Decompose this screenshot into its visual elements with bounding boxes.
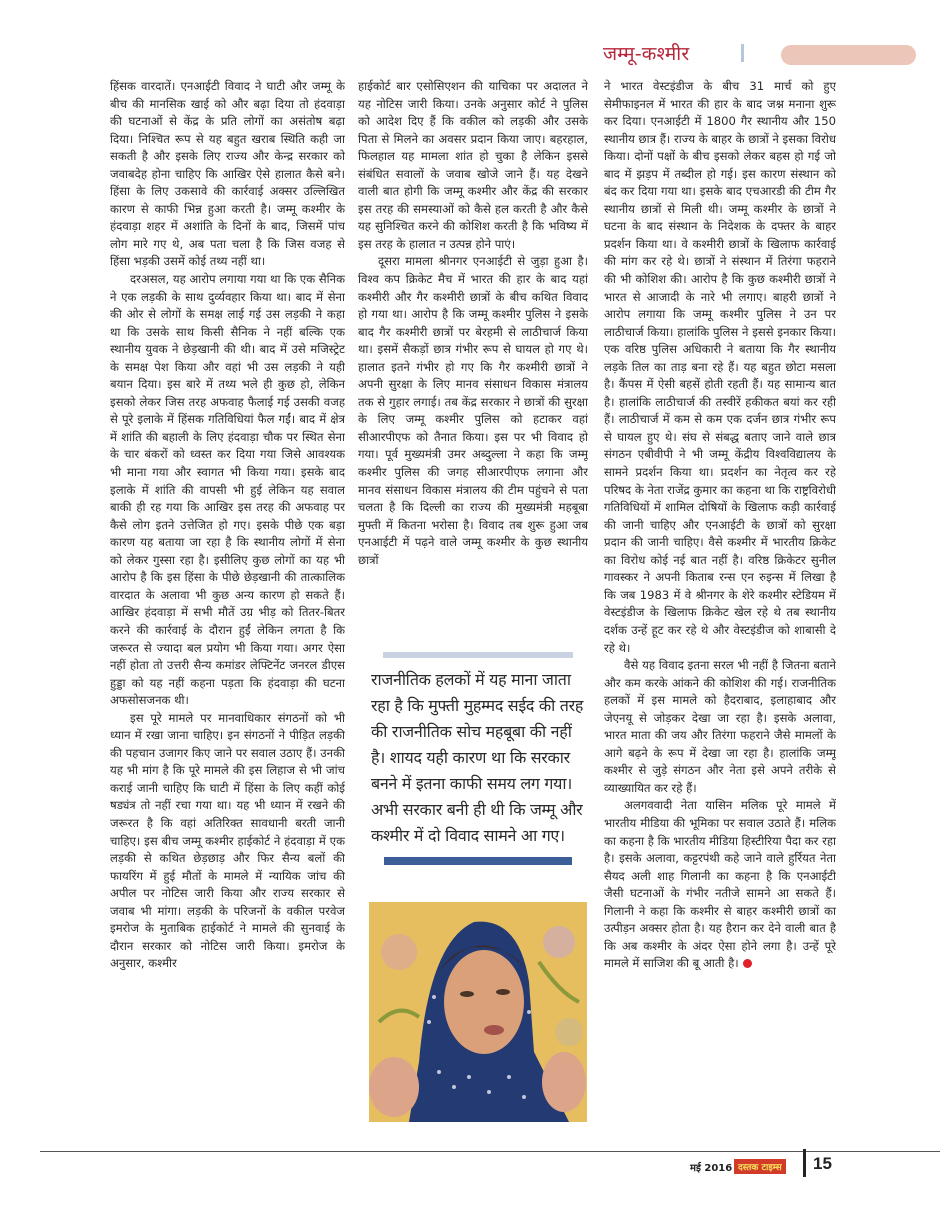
face [444,950,524,1054]
portrait-illustration [369,902,587,1122]
article-column-2 [358,78,588,638]
pullquote-box [369,652,587,865]
paragraph: ने भारत वेस्टइंडीज के बीच 31 मार्च को हुए सेमीफाइनल में भारत की हार के बाद जश्न मनाना शुरू कर दिया। एनआईटी में 1800 गैर स्थानीय और 150 स्थानीय छात्र हैं। राज्य के बाहर के छात्रों ने इसका विरोध किया। दोनों पक्षों के बीच इसको लेकर बहस हो गई जो बाद में झड़प में तब्दील हो गई। इस कारण संस्थान को बंद कर दिया गया था। इसके बाद एचआरडी की टीम गैर स्थानीय छात्रों से मिली थी। जम्मू कश्मीर के छात्रों ने घटना के बाद संस्थान के निदेशक के दफ्तर के बाहर प्रदर्शन किया था। वे कश्मीरी छात्रों के खिलाफ कार्रवाई की मांग कर रहे थे। छात्रों ने संस्थान में तिरंगा फहराने की भी कोशिश की। आरोप है कि कुछ कश्मीरी छात्रों ने भारत से आजादी के नारे भी लगाए। बाहरी छात्रों ने आरोप लगाया कि जम्मू कश्मीर पुलिस ने उन पर लाठीचार्ज किया। हालांकि पुलिस ने इससे इनकार किया। एक वरिष्ठ पुलिस अधिकारी ने बताया कि गैर स्थानीय लड़के तिल का ताड़ बना रहे हैं। यह बहुत छोटा मसला है। कैंपस में ऐसी बहसें होती रहती हैं। यह सामान्य बात है। हालांकि लाठीचार्ज की तस्वीरें हकीकत बयां कर रही हैं। लाठीचार्ज में कम से कम एक दर्जन छात्र गंभीर रूप से घायल हुए थे। संघ से संबद्ध बताए जाने वाले छात्र संगठन एबीवीपी ने भी जम्मू केंद्रीय विश्वविद्यालय के सामने प्रदर्शन किया था। प्रदर्शन का नेतृत्व कर रहे परिषद के नेता राजेंद्र कुमार का कहना था कि राष्ट्रविरोधी गतिविधियों में शामिल दोषियों के खिलाफ कड़ी कार्रवाई की जानी चाहिए और एनआईटी के छात्रों को सुरक्षा प्रदान की जानी चाहिए। वैसे कश्मीर में भारतीय क्रिकेट का विरोध कोई नई बात नहीं है। वरिष्ठ क्रिकेटर सुनील गावस्कर ने अपनी किताब रन्स एन रुइन्स में लिखा है कि जब 1983 में वे श्रीनगर के शेरे कश्मीर स्टेडियम में वेस्टइंडीज के खिलाफ क्रिकेट खेल रहे थे तब स्थानीय दर्शक उन्हें हूट कर रहे थे और वेस्टइंडीज को शाबासी दे रहे थे। [604,79,836,655]
paragraph: दूसरा मामला श्रीनगर एनआईटी से जुड़ा हुआ है। विश्व कप क्रिकेट मैच में भारत की हार के बाद यहां कश्मीरी और गैर कश्मीरी छात्रों के बीच कथित विवाद हो गया था। आरोप है कि जम्मू कश्मीर पुलिस ने इसके बाद गैर कश्मीरी छात्रों पर बेरहमी से लाठीचार्ज किया था। इसमें सैकड़ों छात्र गंभीर रूप से घायल हो गए थे। हालात इतने गंभीर हो गए कि गैर कश्मीरी छात्रों ने अपनी सुरक्षा के लिए मानव संसाधन विकास मंत्रालय तक से गुहार लगाई। तब केंद्र सरकार ने छात्रों की सुरक्षा के लिए जम्मू कश्मीर पुलिस को हटाकर वहां सीआरपीएफ को तैनात किया। इस पर भी विवाद हो गया। पूर्व मुख्यमंत्री उमर अब्दुल्ला ने कहा कि जम्मू कश्मीर पुलिस की जगह सीआरपीएफ लगाना और मानव संसाधन विकास मंत्रालय की टीम पहुंचने से पता चलता है कि दिल्ली का राज्य की मुख्यमंत्री महबूबा मुफ्ती में कितना भरोसा है। विवाद तब शुरू हुआ जब एनआईटी में पढ़ने वाले जम्मू कश्मीर के कुछ स्थानीय छात्रों [358,254,588,567]
eye [496,989,510,995]
eye [460,991,474,997]
background-flower [555,1018,583,1046]
hand-right [542,1052,586,1112]
footer-divider [803,1149,806,1177]
section-title: जम्मू-कश्मीर [603,43,690,65]
mouth [484,1025,504,1035]
portrait-photo [369,902,587,1122]
paragraph [604,797,836,972]
title-decoration-pill [781,45,916,65]
pullquote: राजनीतिक हलकों में यह माना जाता रहा है कि मुफ्ती मुहम्मद सईद की तरह की राजनीतिक सोच महबूबा की नहीं है। शायद यही कारण था कि सरकार बनने में इतना काफी समय लग गया। अभी सरकार बनी ही थी कि जम्मू और कश्मीर में दो विवाद सामने आ गए। [371,667,585,849]
paragraph: हिंसक वारदातें। एनआईटी विवाद ने घाटी और जम्मू के बीच की मानसिक खाई को और बढ़ा दिया तो हंदवाड़ा की घटनाओं से केंद्र के प्रति लोगों का असंतोष बढ़ा दिया। निश्चित रूप से यह बहुत खराब स्थिति कही जा सकती है और इसके लिए राज्य और केन्द्र सरकार को जवाबदेह होना चाहिए कि आखिर ऐसे हालात कैसे बने। हिंसा के लिए उकसावे की कार्रवाई अक्सर उल्लिखित कारण से काफी भिन्न हुआ करती है। जम्मू कश्मीर के हंदवाड़ा शहर में अशांति के दिनों के बाद, जिसमें पांच लोग मारे गए थे, अब पता चला है कि जिस वजह से हिंसा भड़की उसमें कोई तथ्य नहीं था। [110,79,345,269]
magazine-logo: दस्तक टाइम्स [734,1159,786,1174]
pullquote-top-rule [383,652,573,658]
background-flower [543,926,575,958]
article-column-3 [604,78,836,1138]
article-column-1 [110,78,345,1138]
pullquote-bottom-rule [384,857,572,865]
background-flower [381,934,417,970]
issue-date: मई 2016 [690,1163,733,1174]
paragraph-text: अलगववादी नेता यासिन मलिक पूरे मामले में भारतीय मीडिया की भूमिका पर सवाल उठाते हैं। मलिक का कहना है कि भारतीय मीडिया हिस्टीरिया पैदा कर रहा है। इसके अलावा, कट्टरपंथी कहे जाने वाले हुर्रियत नेता सैयद अली शाह गिलानी का कहना है कि एनआईटी जैसी घटनाओं के गंभीर नतीजे सामने आ सकते हैं। गिलानी ने कहा कि कश्मीर से बाहर कश्मीरी छात्रों का उत्पीड़न अक्सर होता है। यह हैरान कर देने वाली बात है कि अब कश्मीर के अंदर ऐसा होने लगा है। उन्हें पूरे मामले में साजिश की बू आती है। [604,798,836,971]
paragraph: इस पूरे मामले पर मानवाधिकार संगठनों को भी ध्यान में रखा जाना चाहिए। इन संगठनों ने पीड़ित लड़की की पहचान उजागर किए जाने पर सवाल उठाए हैं। उनकी यह भी मांग है कि पूरे मामले की इस लिहाज से भी जांच कराई जानी चाहिए कि घाटी में हिंसा के लिए कहीं कोई षड्यंत्र तो नहीं रचा गया था। यह भी ध्यान में रखने की जरूरत है कि वहां अतिरिक्त सावधानी बरती जानी चाहिए। इस बीच जम्मू कश्मीर हाईकोर्ट ने हंदवाड़ा में एक लड़की से कथित छेड़छाड़ और फिर सैन्य बलों की फायरिंग में हुई मौतों के मामले में न्यायिक जांच की अपील पर नोटिस जारी किया और राज्य सरकार से जवाब भी मांगा। लड़की के परिजनों के वकील परवेज इमरोज के मुताबिक हाईकोर्ट ने मामले की सुनवाई के दौरान सरकार को नोटिस जारी किया। इमरोज के अनुसार, कश्मीर [110,710,345,971]
title-divider [741,44,744,62]
paragraph: हाईकोर्ट बार एसोसिएशन की याचिका पर अदालत ने यह नोटिस जारी किया। उनके अनुसार कोर्ट ने पुलिस को आदेश दिए हैं कि वकील को लड़की और उसके पिता से मिलने का अवसर प्रदान किया जाए। बहरहाल, फिलहाल यह मामला शांत हो चुका है लेकिन इससे संबंधित सवालों के जवाब खोजे जाने हैं। यह देखने वाली बात होगी कि जम्मू कश्मीर और केंद्र की सरकार इस तरह की समस्याओं को कैसे हल करती है और कैसे यह सुनिश्चित करने की कोशिश करती है कि भविष्य में इस तरह के हालात न उत्पन्न होने पाएं। [358,79,588,251]
hand-left [369,1057,419,1117]
paragraph: वैसे यह विवाद इतना सरल भी नहीं है जितना बताने और कम करके आंकने की कोशिश की गई। राजनीतिक हलकों में इस मामले को हैदराबाद, इलाहाबाद और जेएनयू से जोड़कर देखा जा रहा है। इसके अलावा, भारत माता की जय और तिरंगा फहराने जैसे मामलों के आगे बढ़ने के रूप में देखा जा रहा है। हालांकि जम्मू कश्मीर से जुड़े संगठन और नेता इसे अपने तरीके से व्याख्यायित कर रहे हैं। [604,658,836,795]
page-number: 15 [813,1154,832,1173]
paragraph: दरअसल, यह आरोप लगाया गया था कि एक सैनिक ने एक लड़की के साथ दुर्व्यवहार किया था। बाद में सेना की ओर से लोगों के समक्ष लाई गई उस लड़की ने कहा था कि उसके साथ किसी सैनिक ने नहीं बल्कि एक स्थानीय युवक ने छेड़खानी की थी। बाद में उसे मजिस्ट्रेट के समक्ष पेश किया और वहां भी उस लड़की ने यही बयान दिया। इस बारे में तथ्य भले ही कुछ हो, लेकिन इसको लेकर जिस तरह अफवाह फैलाई गई उसकी वजह से पूरे इलाके में हिंसक गतिविधियां फैल गईं। बाद में क्षेत्र में शांति की बहाली के लिए हंदवाड़ा चौक पर स्थित सेना के चार बंकरों को ध्वस्त कर दिया गया जिसे आवश्यक भी माना गया और स्वागत भी किया गया। इसके बाद इलाके में शांति की वापसी भी हुई लेकिन यह सवाल बाकी ही रह गया कि आखिर इस तरह की अफवाह पर कैसे लोग इतने उत्तेजित हो गए। इसके पीछे एक बड़ा कारण यह बताया जा रहा है कि स्थानीय लोगों में सेना को लेकर गुस्सा रहा है। इसीलिए कुछ लोगों का यह भी आरोप है कि इस हिंसा के पीछे छेड़खानी की तात्कालिक वारदात के अलावा भी कुछ अन्य कारण हो सकते हैं। आखिर हंदवाड़ा में सभी मौतें उग्र भीड़ को तितर-बितर करने की कार्रवाई के दौरान हुईं लेकिन लगता है कि जरूरत से ज्यादा बल प्रयोग भी किया गया। अगर ऐसा नहीं होता तो उत्तरी सैन्य कमांडर लेफ्टिनेंट जनरल डीएस हुड्डा को यह नहीं कहना पड़ता कि हंदवाड़ा की घटना अफसोसजनक थी। [110,272,345,708]
end-mark-icon [743,959,752,968]
